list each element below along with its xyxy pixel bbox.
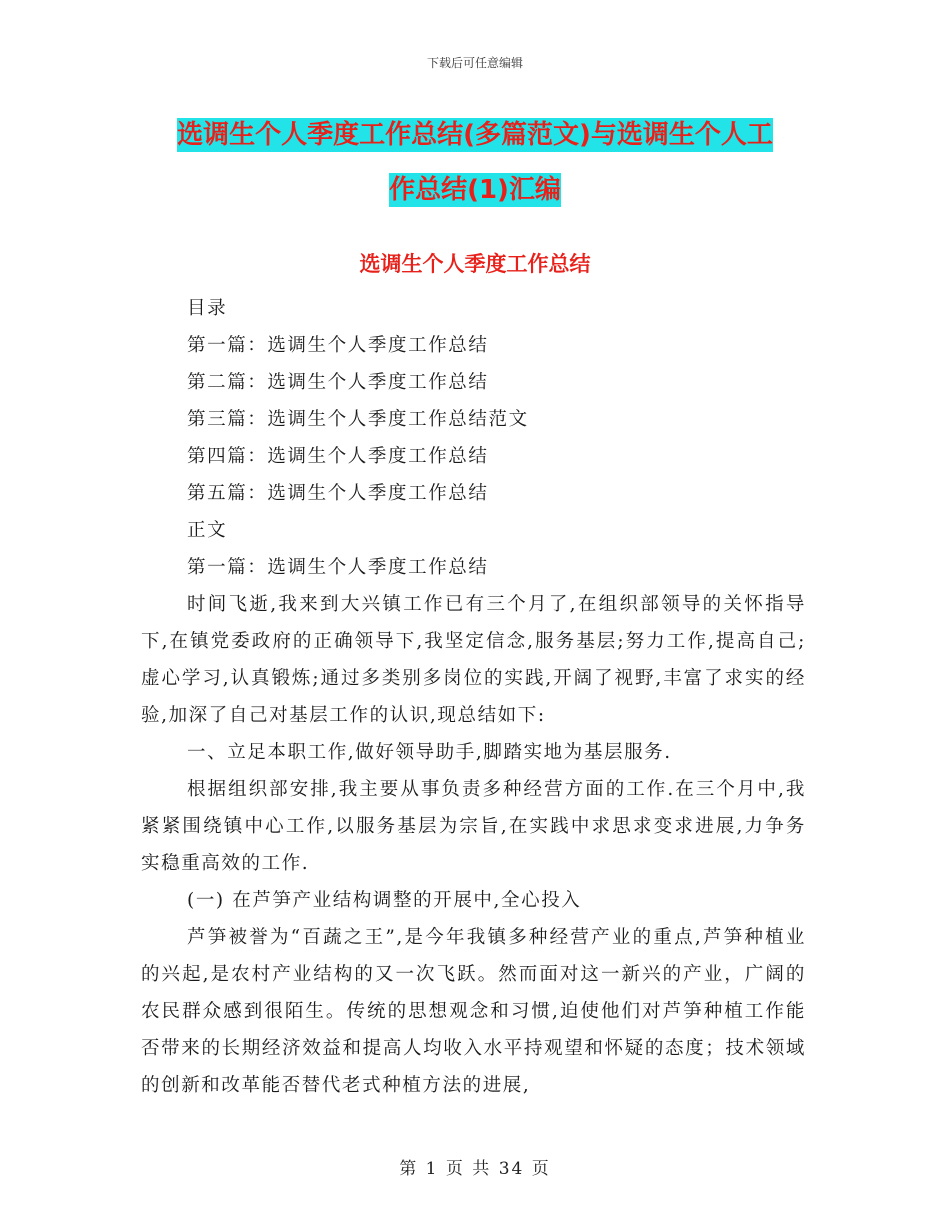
toc-item: 第二篇：选调生个人季度工作总结	[187, 372, 489, 393]
title-line-1: 选调生个人季度工作总结(多篇范文)与选调生个人工	[177, 120, 773, 150]
title-line-2: 作总结(1)汇编	[389, 175, 561, 205]
body-heading: 正文	[187, 520, 228, 541]
paragraph: 根据组织部安排,我主要从事负责多种经营方面的工作.在三个月中,我紧紧围绕镇中心工作,以服务基层为宗旨,在实践中求思求变求进展,力争务实稳重高效的工作.	[141, 779, 806, 874]
toc-item: 第一篇：选调生个人季度工作总结	[187, 335, 489, 356]
toc-item: 第五篇：选调生个人季度工作总结	[187, 483, 489, 504]
document-title	[140, 108, 810, 218]
toc-heading: 目录	[187, 298, 228, 319]
page-footer: 第 1 页 共 34 页	[399, 1159, 551, 1179]
toc-item: 第三篇：选调生个人季度工作总结范文	[187, 409, 529, 430]
paragraph: 芦笋被誉为“百蔬之王”,是今年我镇多种经营产业的重点,芦笋种植业的兴起,是农村产业结构的又一次飞跃。然而面对这一新兴的产业，广阔的农民群众感到很陌生。传统的思想观念和习惯,迫使他们对芦笋种植工作能否带来的长期经济效益和提高人均收入水平持观望和怀疑的态度；技术领域的创新和改革能否替代老式种植方法的进展,	[141, 927, 806, 1096]
paragraph: (一) 在芦笋产业结构调整的开展中,全心投入	[187, 890, 582, 911]
paragraph: 一、立足本职工作,做好领导助手,脚踏实地为基层服务.	[187, 742, 672, 763]
paragraph: 时间飞逝,我来到大兴镇工作已有三个月了,在组织部领导的关怀指导下,在镇党委政府的正确领导下,我坚定信念,服务基层;努力工作,提高自己;虚心学习,认真锻炼;通过多类别多岗位的实践,开阔了视野,丰富了求实的经验,加深了自己对基层工作的认识,现总结如下:	[141, 594, 806, 726]
section-title: 选调生个人季度工作总结	[359, 252, 591, 276]
first-article-title: 第一篇：选调生个人季度工作总结	[187, 557, 489, 578]
toc-item: 第四篇：选调生个人季度工作总结	[187, 446, 489, 467]
body-text	[141, 290, 806, 1104]
header-note: 下载后可任意编辑	[426, 56, 523, 70]
